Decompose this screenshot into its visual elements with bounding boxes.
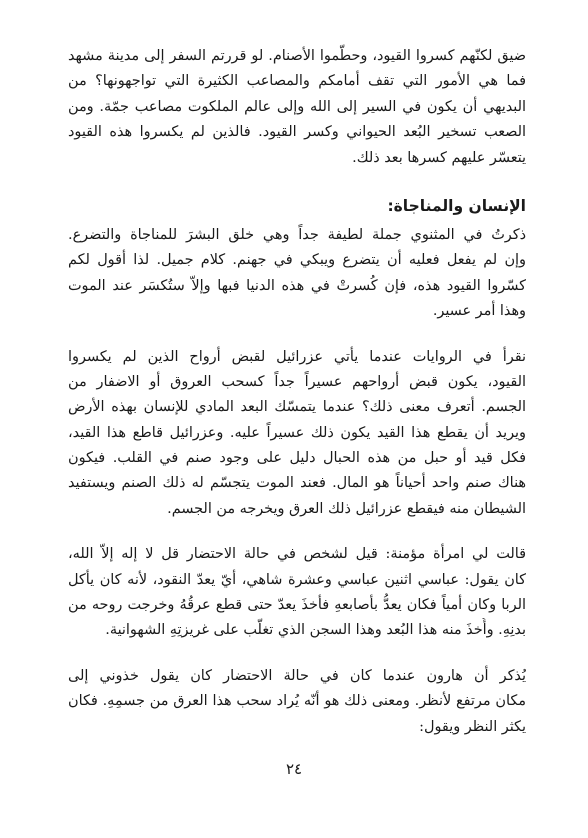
text-line: يتعسّر عليهم كسرها بعد ذلك. bbox=[352, 149, 526, 166]
text-line: قالت لي امرأة مؤمنة: قيل لشخص في حالة الاحتضار قل لا إله إلاّ الله، bbox=[68, 546, 526, 563]
text-line: بدنِهِ. وأُخذَ منه هذا البُعد وهذا السجن الذي تغلّب على غريزتِهِ الشهوانية. bbox=[105, 622, 526, 639]
text-line: كان يقول: عباسي اثنين عباسي وعشرة شاهي، أيّ يعدّ النقود، لأنه كان يأكل bbox=[68, 571, 526, 588]
text-line: الربا وكان أمياً فكان يعدُّ بأصابعهِ فأخذَ يعدّ حتى قطع عرقُهُ وخرجت روحه من bbox=[68, 597, 526, 614]
paragraph-azrael bbox=[68, 345, 526, 523]
text-line: القيود، يكون قبض أرواحهم عسيراً جداً كسحب العروق أو الاضفار من bbox=[68, 373, 526, 390]
text-line: يكثر النظر ويقول: bbox=[419, 718, 526, 735]
text-line: ويريد أن يقطع هذا القيد يكون ذلك عسيراً عليه. وعزرائيل قاطع هذا القيد، bbox=[68, 424, 526, 441]
paragraph-believing-woman bbox=[68, 542, 526, 644]
text-line: يُذكر أن هارون عندما كان في حالة الاحتضار كان يقول خذوني إلى bbox=[68, 667, 526, 684]
text-line: فكل قيد أو حبل من هذه الحبال دليل على وجود صنم في القلب. فيكون bbox=[68, 450, 526, 467]
paragraph-mathnawi bbox=[68, 223, 526, 325]
text-line: كسّروا القيود هذه، فإن كُسرتْ في هذه الدنيا فبها وإلاّ ستُكسَر عند الموت bbox=[68, 277, 526, 294]
text-line: مكان مرتفع لأنظر. ومعنى ذلك هو أنّه يُراد سحب هذا العرق من جسمِهِ. فكان bbox=[68, 693, 526, 710]
text-line: وهذا أمر عسير. bbox=[432, 303, 526, 320]
text-line: وإن لم يفعل فعليه أن يتضرع ويبكي في جهنم. كلام جميل. لذا أقول لكم bbox=[68, 252, 526, 269]
section-heading: الإنسان والمناجاة: bbox=[387, 196, 526, 215]
text-line: ضيق لكنّهم كسروا القيود، وحطّموا الأصنام. لو قررتم السفر إلى مدينة مشهد bbox=[68, 48, 526, 64]
text-line: الجسم. أتعرف معنى ذلك؟ عندما يتمسّك البعد المادي للإنسان بهذه الأرض bbox=[68, 399, 526, 416]
text-line: هناك صنم واحد أحياناً هو المال. فعند الموت يتجسّم له ذلك الصنم ويستفيد bbox=[68, 475, 526, 492]
text-line: ذكرتُ في المثنوي جملة لطيفة جداً وهي خلق البشرَ للمناجاة والتضرع. bbox=[68, 226, 526, 243]
page-body bbox=[68, 44, 526, 740]
paragraph-intro bbox=[68, 44, 526, 171]
text-line: فما هي الأمور التي تقف أمامكم والمصاعب الكثيرة التي تواجهونها؟ من bbox=[68, 73, 526, 90]
text-line: نقرأ في الروايات عندما يأتي عزرائيل لقبض أرواح الذين لم يكسروا bbox=[68, 348, 526, 365]
text-line: البديهي أن يكون في السير إلى الله وإلى عالم الملكوت مصاعب جمّة. ومن bbox=[68, 98, 526, 115]
paragraph-harun bbox=[68, 664, 526, 740]
text-line: الصعب تسخير البُعد الحيواني وكسر القيود. فالذين لم يكسروا هذه القيود bbox=[68, 124, 526, 141]
text-line: الشيطان منه فيقطع عزرائيل ذلك العرق ويخرجه من الجسم. bbox=[167, 500, 526, 517]
page-number: ٢٤ bbox=[285, 760, 303, 778]
